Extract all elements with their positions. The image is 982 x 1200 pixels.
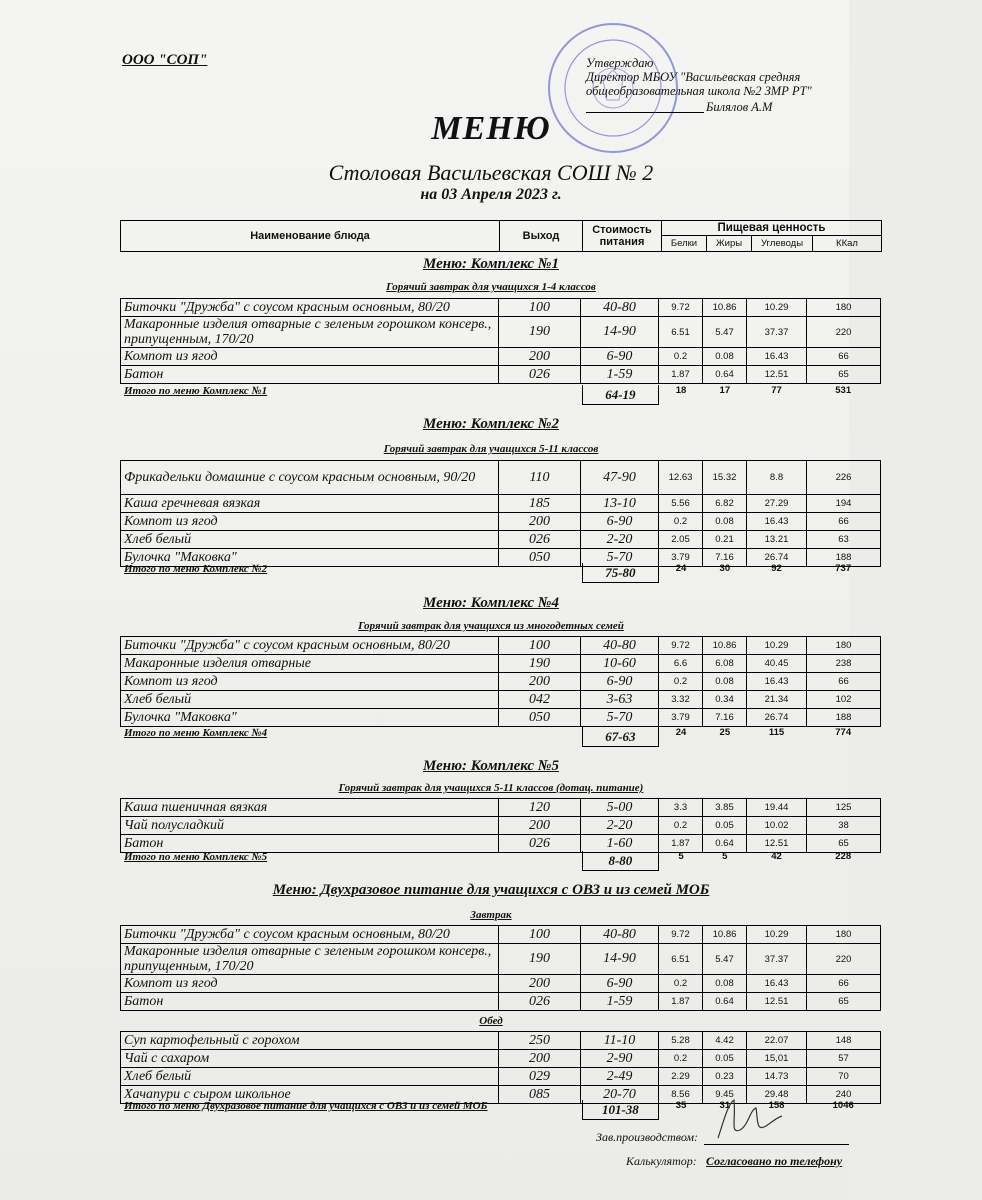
calculator-value: Согласовано по телефону <box>706 1154 843 1168</box>
dish-cost: 5-70 <box>581 549 659 566</box>
dish-name: Батон <box>121 835 499 852</box>
total-cost: 8-80 <box>582 851 660 871</box>
dish-output: 200 <box>499 513 581 530</box>
dish-kcal: 148 <box>807 1032 881 1049</box>
approval-line-1: Утверждаю <box>586 56 654 70</box>
total-cost: 75-80 <box>582 563 660 583</box>
table-row <box>121 709 881 727</box>
dish-cost: 6-90 <box>581 513 659 530</box>
dish-name: Хлеб белый <box>121 531 499 548</box>
dish-fat: 0.21 <box>703 531 747 548</box>
dish-cost: 2-90 <box>581 1050 659 1067</box>
dish-protein: 9.72 <box>659 926 703 943</box>
dish-carbs: 10.29 <box>747 299 807 316</box>
section-title: Меню: Комплекс №1 <box>423 256 559 272</box>
dish-protein: 0.2 <box>659 975 703 992</box>
table-row <box>121 799 881 817</box>
dish-kcal: 65 <box>807 993 881 1010</box>
dish-carbs: 37.37 <box>747 317 807 347</box>
section-subtitle-lunch: Обед <box>479 1015 503 1027</box>
dish-name: Компот из ягод <box>121 513 499 530</box>
dish-output: 200 <box>499 673 581 690</box>
dish-name: Макаронные изделия отварные с зеленым горошком консерв., припущенным, 170/20 <box>121 317 499 347</box>
dish-kcal: 66 <box>807 348 881 365</box>
table-row <box>121 317 881 348</box>
dish-protein: 1.87 <box>659 835 703 852</box>
dish-output: 190 <box>499 317 581 347</box>
dish-output: 026 <box>499 366 581 383</box>
dish-name: Суп картофельный с горохом <box>121 1032 499 1049</box>
dish-name: Чай с сахаром <box>121 1050 499 1067</box>
dish-cost: 1-59 <box>581 366 659 383</box>
dish-output: 026 <box>499 993 581 1010</box>
dish-fat: 10.86 <box>703 299 747 316</box>
menu-date: на 03 Апреля 2023 г. <box>420 186 562 203</box>
dish-name: Каша гречневая вязкая <box>121 495 499 512</box>
section-subtitle: Горячий завтрак для учащихся из многодетных семей <box>358 620 624 632</box>
dish-cost: 13-10 <box>581 495 659 512</box>
dish-protein: 1.87 <box>659 366 703 383</box>
dish-carbs: 16.43 <box>747 348 807 365</box>
dish-name: Каша пшеничная вязкая <box>121 799 499 816</box>
dish-output: 100 <box>499 637 581 654</box>
dish-cost: 3-63 <box>581 691 659 708</box>
dish-output: 185 <box>499 495 581 512</box>
dish-protein: 5.28 <box>659 1032 703 1049</box>
dish-carbs: 22.07 <box>747 1032 807 1049</box>
total-row <box>120 727 880 747</box>
section-subtitle: Горячий завтрак для учащихся 5-11 классов <box>383 443 599 455</box>
dish-cost: 2-20 <box>581 817 659 834</box>
total-kcal: 1046 <box>832 1100 854 1111</box>
dish-name: Хачапури с сыром школьное <box>121 1086 499 1103</box>
dish-kcal: 102 <box>807 691 881 708</box>
total-carbs: 115 <box>768 727 785 738</box>
section-subtitle: Горячий завтрак для учащихся 5-11 классов (дотац. питание) <box>338 782 644 794</box>
total-row <box>120 385 880 405</box>
total-label: Итого по меню Комплекс №1 <box>124 385 268 397</box>
dish-fat: 3.85 <box>703 799 747 816</box>
dish-carbs: 13.21 <box>747 531 807 548</box>
dish-kcal: 57 <box>807 1050 881 1067</box>
dish-output: 190 <box>499 655 581 672</box>
total-label: Итого по меню Комплекс №5 <box>124 851 268 863</box>
dish-protein: 3.32 <box>659 691 703 708</box>
table-row <box>121 513 881 531</box>
dish-protein: 2.29 <box>659 1068 703 1085</box>
dish-cost: 6-90 <box>581 673 659 690</box>
dish-kcal: 66 <box>807 513 881 530</box>
dish-output: 085 <box>499 1086 581 1103</box>
dish-name: Биточки "Дружба" с соусом красным основным, 80/20 <box>121 926 499 943</box>
table-row <box>121 691 881 709</box>
production-manager-label: Зав.производством: <box>596 1130 699 1144</box>
dish-fat: 0.08 <box>703 975 747 992</box>
dish-fat: 5.47 <box>703 944 747 974</box>
dish-carbs: 16.43 <box>747 975 807 992</box>
dish-fat: 0.05 <box>703 1050 747 1067</box>
dish-carbs: 8.8 <box>747 461 807 494</box>
dish-protein: 0.2 <box>659 348 703 365</box>
total-protein: 18 <box>675 385 687 396</box>
total-cost: 101-38 <box>582 1100 660 1120</box>
dish-kcal: 238 <box>807 655 881 672</box>
header-cost <box>583 221 662 251</box>
dish-output: 042 <box>499 691 581 708</box>
total-kcal: 531 <box>835 385 852 396</box>
dish-name: Батон <box>121 366 499 383</box>
dish-name: Фрикадельки домашние с соусом красным основным, 90/20 <box>121 461 499 494</box>
dish-fat: 7.16 <box>703 549 747 566</box>
dish-protein: 6.51 <box>659 317 703 347</box>
dish-fat: 0.34 <box>703 691 747 708</box>
table-row <box>121 461 881 495</box>
page-title: МЕНЮ <box>431 110 551 147</box>
dish-carbs: 16.43 <box>747 673 807 690</box>
table-row <box>121 993 881 1011</box>
menu-table <box>120 925 881 1011</box>
dish-name: Биточки "Дружба" с соусом красным основным, 80/20 <box>121 299 499 316</box>
table-row <box>121 637 881 655</box>
dish-fat: 10.86 <box>703 637 747 654</box>
dish-carbs: 10.02 <box>747 817 807 834</box>
table-row <box>121 348 881 366</box>
total-protein: 5 <box>678 851 684 862</box>
dish-cost: 10-60 <box>581 655 659 672</box>
dish-fat: 0.08 <box>703 348 747 365</box>
dish-protein: 3.79 <box>659 549 703 566</box>
dish-protein: 6.6 <box>659 655 703 672</box>
dish-output: 050 <box>499 709 581 726</box>
dish-carbs: 10.29 <box>747 926 807 943</box>
canteen-name: Столовая Васильевская СОШ № 2 <box>328 160 654 185</box>
dish-kcal: 66 <box>807 975 881 992</box>
dish-fat: 0.08 <box>703 673 747 690</box>
dish-carbs: 12.51 <box>747 835 807 852</box>
dish-kcal: 65 <box>807 366 881 383</box>
header-nutrition-title: Пищевая ценность <box>662 221 881 236</box>
dish-kcal: 180 <box>807 299 881 316</box>
dish-protein: 12.63 <box>659 461 703 494</box>
total-fat: 17 <box>719 385 731 396</box>
dish-fat: 15.32 <box>703 461 747 494</box>
table-row <box>121 673 881 691</box>
dish-kcal: 226 <box>807 461 881 494</box>
dish-carbs: 37.37 <box>747 944 807 974</box>
header-kcal: ККал <box>836 238 858 249</box>
table-row <box>121 655 881 673</box>
dish-cost: 1-60 <box>581 835 659 852</box>
dish-fat: 4.42 <box>703 1032 747 1049</box>
dish-output: 026 <box>499 835 581 852</box>
total-fat: 25 <box>719 727 731 738</box>
dish-kcal: 180 <box>807 926 881 943</box>
section-subtitle: Горячий завтрак для учащихся 1-4 классов <box>386 281 596 293</box>
dish-cost: 1-59 <box>581 993 659 1010</box>
organization-name: ООО "СОП" <box>122 52 208 68</box>
total-protein: 35 <box>675 1100 687 1111</box>
dish-protein: 5.56 <box>659 495 703 512</box>
total-label: Итого по меню Комплекс №2 <box>124 563 268 575</box>
dish-name: Булочка "Маковка" <box>121 549 499 566</box>
total-fat: 30 <box>719 563 731 574</box>
dish-output: 110 <box>499 461 581 494</box>
menu-table <box>120 798 881 853</box>
dish-kcal: 188 <box>807 549 881 566</box>
dish-kcal: 65 <box>807 835 881 852</box>
table-row <box>121 926 881 944</box>
dish-kcal: 240 <box>807 1086 881 1103</box>
dish-output: 100 <box>499 299 581 316</box>
dish-kcal: 125 <box>807 799 881 816</box>
table-row <box>121 366 881 384</box>
dish-output: 100 <box>499 926 581 943</box>
dish-carbs: 40.45 <box>747 655 807 672</box>
table-row <box>121 975 881 993</box>
dish-protein: 2.05 <box>659 531 703 548</box>
dish-output: 026 <box>499 531 581 548</box>
dish-output: 029 <box>499 1068 581 1085</box>
dish-fat: 0.23 <box>703 1068 747 1085</box>
table-row <box>121 1032 881 1050</box>
total-fat: 31 <box>719 1100 731 1111</box>
header-output: Выход <box>500 221 583 251</box>
dish-protein: 6.51 <box>659 944 703 974</box>
total-carbs: 77 <box>771 385 782 396</box>
dish-name: Макаронные изделия отварные <box>121 655 499 672</box>
dish-fat: 9.45 <box>703 1086 747 1103</box>
dish-kcal: 63 <box>807 531 881 548</box>
table-row <box>121 299 881 317</box>
dish-output: 250 <box>499 1032 581 1049</box>
dish-fat: 0.64 <box>703 835 747 852</box>
dish-protein: 0.2 <box>659 673 703 690</box>
dish-kcal: 66 <box>807 673 881 690</box>
table-row <box>121 495 881 513</box>
menu-table <box>120 298 881 384</box>
dish-cost: 2-20 <box>581 531 659 548</box>
total-label: Итого по меню Комплекс №4 <box>124 727 268 739</box>
dish-carbs: 29.48 <box>747 1086 807 1103</box>
header-protein: Белки <box>662 236 707 251</box>
table-header <box>120 220 882 252</box>
dish-name: Компот из ягод <box>121 975 499 992</box>
section-title: Меню: Комплекс №5 <box>423 758 559 774</box>
dish-fat: 6.82 <box>703 495 747 512</box>
dish-output: 050 <box>499 549 581 566</box>
dish-protein: 1.87 <box>659 993 703 1010</box>
header-cost-line2: питания <box>599 236 645 248</box>
dish-carbs: 26.74 <box>747 549 807 566</box>
dish-cost: 14-90 <box>581 944 659 974</box>
dish-name: Батон <box>121 993 499 1010</box>
dish-protein: 0.2 <box>659 513 703 530</box>
dish-kcal: 220 <box>807 944 881 974</box>
dish-protein: 9.72 <box>659 299 703 316</box>
dish-name: Биточки "Дружба" с соусом красным основным, 80/20 <box>121 637 499 654</box>
section-subtitle-breakfast: Завтрак <box>470 909 512 921</box>
total-protein: 24 <box>675 563 687 574</box>
dish-kcal: 180 <box>807 637 881 654</box>
total-row <box>120 851 880 871</box>
dish-name: Компот из ягод <box>121 673 499 690</box>
total-cost: 67-63 <box>582 727 660 747</box>
dish-name: Компот из ягод <box>121 348 499 365</box>
dish-carbs: 15,01 <box>747 1050 807 1067</box>
dish-output: 190 <box>499 944 581 974</box>
total-kcal: 228 <box>835 851 852 862</box>
table-row <box>121 1050 881 1068</box>
dish-name: Чай полусладкий <box>121 817 499 834</box>
dish-cost: 40-80 <box>581 926 659 943</box>
table-row <box>121 1068 881 1086</box>
dish-protein: 3.3 <box>659 799 703 816</box>
dish-kcal: 70 <box>807 1068 881 1085</box>
dish-protein: 9.72 <box>659 637 703 654</box>
dish-carbs: 12.51 <box>747 366 807 383</box>
dish-fat: 0.08 <box>703 513 747 530</box>
dish-output: 200 <box>499 1050 581 1067</box>
dish-carbs: 27.29 <box>747 495 807 512</box>
dish-cost: 6-90 <box>581 348 659 365</box>
table-row <box>121 817 881 835</box>
dish-carbs: 16.43 <box>747 513 807 530</box>
approval-line-2: Директор МБОУ "Васильевская средняя <box>586 70 801 84</box>
dish-cost: 6-90 <box>581 975 659 992</box>
header-cost-line1: Стоимость <box>592 224 652 236</box>
total-fat: 5 <box>722 851 728 862</box>
dish-fat: 7.16 <box>703 709 747 726</box>
header-fat: Жиры <box>707 236 752 251</box>
dish-cost: 5-00 <box>581 799 659 816</box>
dish-name: Макаронные изделия отварные с зеленым горошком консерв., припущенным, 170/20 <box>121 944 499 974</box>
total-kcal: 774 <box>835 727 852 738</box>
dish-name: Булочка "Маковка" <box>121 709 499 726</box>
total-carbs: 92 <box>771 563 782 574</box>
dish-kcal: 220 <box>807 317 881 347</box>
dish-carbs: 19.44 <box>747 799 807 816</box>
dish-cost: 5-70 <box>581 709 659 726</box>
dish-kcal: 194 <box>807 495 881 512</box>
header-nutrition <box>662 221 881 251</box>
dish-fat: 0.05 <box>703 817 747 834</box>
dish-name: Хлеб белый <box>121 1068 499 1085</box>
dish-output: 200 <box>499 975 581 992</box>
dish-protein: 0.2 <box>659 1050 703 1067</box>
dish-fat: 6.08 <box>703 655 747 672</box>
dish-cost: 14-90 <box>581 317 659 347</box>
dish-cost: 2-49 <box>581 1068 659 1085</box>
dish-output: 200 <box>499 348 581 365</box>
menu-table <box>120 636 881 727</box>
total-label: Итого по меню Двухразовое питание для учащихся с ОВЗ и из семей МОБ <box>124 1100 488 1112</box>
dish-fat: 0.64 <box>703 993 747 1010</box>
section-title: Меню: Комплекс №2 <box>423 416 559 432</box>
total-protein: 24 <box>675 727 687 738</box>
dish-output: 200 <box>499 817 581 834</box>
dish-cost: 40-80 <box>581 299 659 316</box>
header-dish-name: Наименование блюда <box>121 221 500 251</box>
dish-protein: 8.56 <box>659 1086 703 1103</box>
dish-carbs: 26.74 <box>747 709 807 726</box>
dish-fat: 5.47 <box>703 317 747 347</box>
total-carbs: 158 <box>768 1100 785 1111</box>
dish-output: 120 <box>499 799 581 816</box>
dish-cost: 40-80 <box>581 637 659 654</box>
dish-kcal: 188 <box>807 709 881 726</box>
table-row <box>121 944 881 975</box>
dish-cost: 47-90 <box>581 461 659 494</box>
dish-carbs: 14.73 <box>747 1068 807 1085</box>
menu-table <box>120 460 881 567</box>
dish-carbs: 12.51 <box>747 993 807 1010</box>
total-cost: 64-19 <box>582 385 660 405</box>
dish-protein: 0.2 <box>659 817 703 834</box>
approval-director-name: Билялов А.М <box>706 100 773 114</box>
dish-name: Хлеб белый <box>121 691 499 708</box>
dish-fat: 0.64 <box>703 366 747 383</box>
calculator-label: Калькулятор: <box>626 1154 697 1168</box>
section-title: Меню: Двухразовое питание для учащихся с ОВЗ и из семей МОБ <box>272 882 710 898</box>
total-carbs: 42 <box>771 851 782 862</box>
dish-carbs: 21.34 <box>747 691 807 708</box>
dish-cost: 11-10 <box>581 1032 659 1049</box>
table-row <box>121 531 881 549</box>
dish-carbs: 10.29 <box>747 637 807 654</box>
total-kcal: 737 <box>835 563 852 574</box>
dish-kcal: 38 <box>807 817 881 834</box>
dish-protein: 3.79 <box>659 709 703 726</box>
dish-cost: 20-70 <box>581 1086 659 1103</box>
dish-fat: 10.86 <box>703 926 747 943</box>
total-row <box>120 563 880 583</box>
handwritten-signature <box>700 1090 790 1150</box>
approval-line-3: общеобразовательная школа №2 ЗМР РТ" <box>586 84 812 98</box>
section-title: Меню: Комплекс №4 <box>423 595 559 611</box>
header-carbs: Углеводы <box>752 236 813 251</box>
